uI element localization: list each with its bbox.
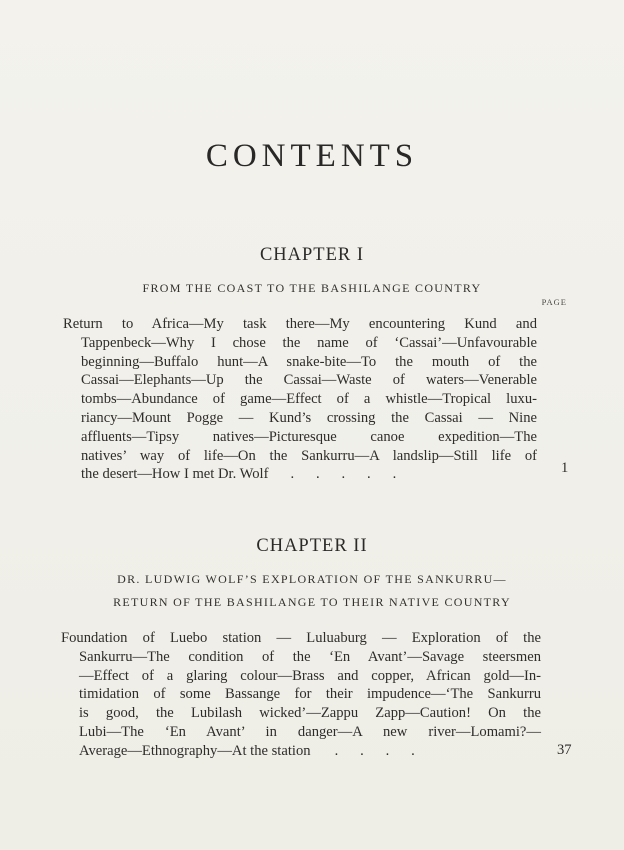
chapter-2-subtitle-line-1: DR. LUDWIG WOLF’S EXPLORATION OF THE SANKURRU— — [117, 572, 507, 586]
summary-line: is good, the Lubilash wicked’—Zappu Zapp—Caution! On the — [79, 705, 541, 722]
summary-line: Sankurru—The condition of the ‘En Avant’—Savage steersmen — [79, 648, 541, 665]
summary-line — [63, 465, 537, 484]
summary-line: Cassai—Elephants—Up the Cassai—Waste of waters—Venerable — [81, 372, 537, 389]
leader-dots: . . . . . — [290, 466, 397, 483]
page-title: CONTENTS — [205, 138, 419, 174]
summary-line: natives’ way of life—On the Sankurru—A landslip—Still life of — [81, 447, 537, 464]
summary-line-text: the desert—How I met Dr. Wolf — [81, 466, 269, 483]
summary-line: Foundation of Luebo station — Luluaburg — Exploration of the — [61, 630, 541, 646]
summary-line: riancy—Mount Pogge — Kund’s crossing the Cassai — Nine — [81, 409, 537, 426]
leader-dots: . . . . — [334, 742, 415, 759]
chapter-1-heading: CHAPTER I — [259, 245, 365, 265]
summary-line: beginning—Buffalo hunt—A snake-bite—To the mouth of the — [81, 353, 537, 370]
chapter-1-subtitle: FROM THE COAST TO THE BASHILANGE COUNTRY — [142, 281, 482, 295]
summary-line: —Effect of a glaring colour—Brass and copper, African gold—In- — [79, 667, 541, 684]
page-column-label: PAGE — [541, 297, 567, 307]
summary-line: Return to Africa—My task there—My encountering Kund and — [63, 316, 537, 332]
summary-line-text: Average—Ethnography—At the station — [79, 742, 311, 759]
chapter-2-summary — [61, 629, 541, 761]
summary-line: tombs—Abundance of game—Effect of a whistle—Tropical luxu- — [81, 391, 537, 408]
summary-line: Lubi—The ‘En Avant’ in danger—A new river—Lomami?— — [79, 723, 541, 740]
chapter-2-heading: CHAPTER II — [256, 536, 368, 556]
chapter-1-summary — [63, 315, 537, 484]
chapter-2-subtitle-line-2: RETURN OF THE BASHILANGE TO THEIR NATIVE COUNTRY — [113, 595, 511, 609]
summary-line — [61, 742, 541, 761]
summary-line: timidation of some Bassange for their impudence—‘The Sankurru — [79, 686, 541, 703]
summary-line: affluents—Tipsy natives—Picturesque canoe expedition—The — [81, 428, 537, 445]
chapter-1-page-number: 1 — [561, 460, 569, 476]
summary-line: Tappenbeck—Why I chose the name of ‘Cassai’—Unfavourable — [81, 334, 537, 351]
chapter-2-page-number: 37 — [557, 742, 572, 758]
